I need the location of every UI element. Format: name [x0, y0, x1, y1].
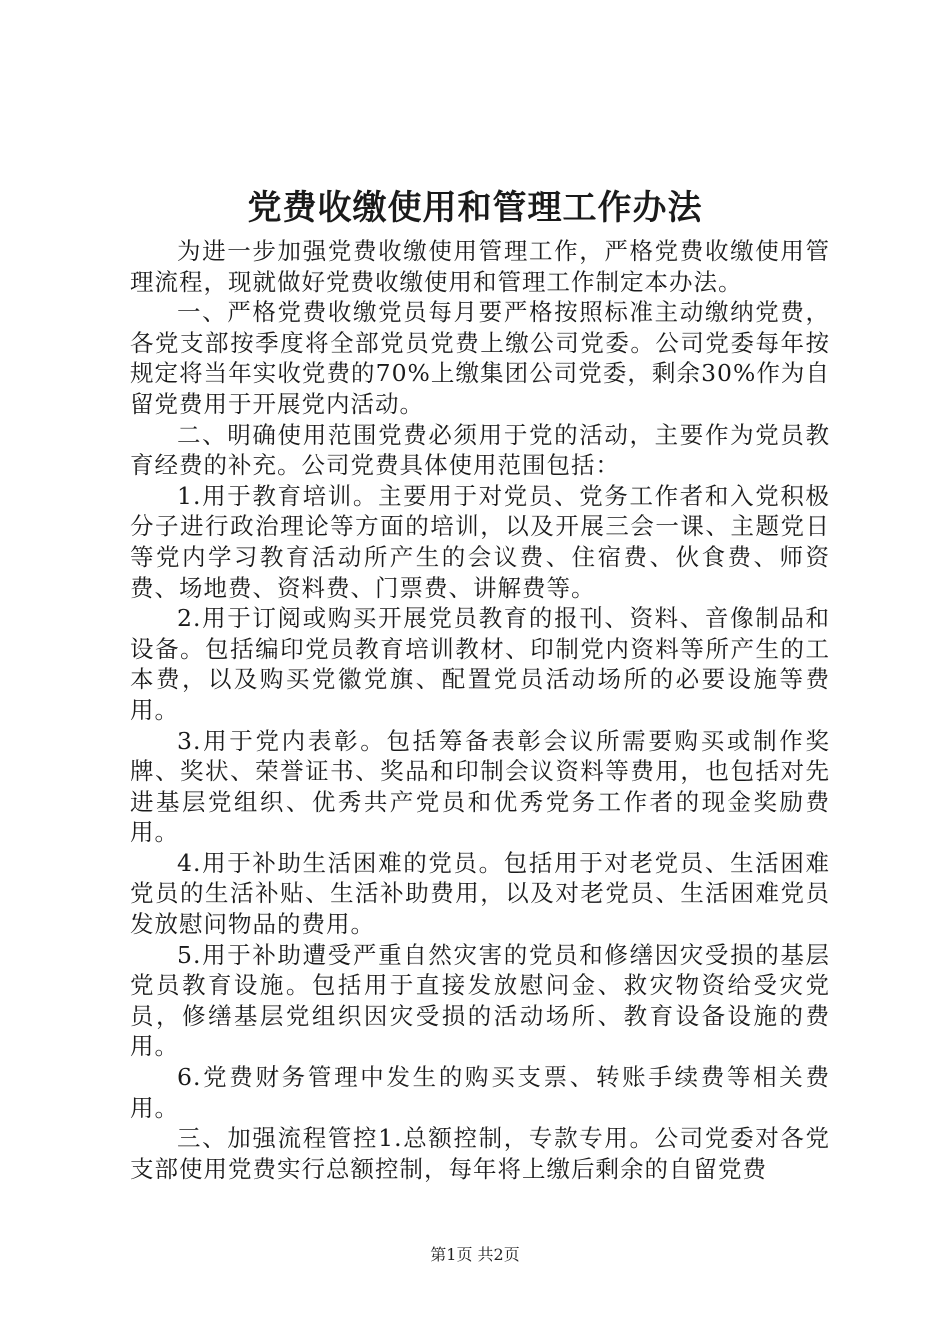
paragraph-item-6: 6.党费财务管理中发生的购买支票、转账手续费等相关费用。	[130, 1063, 830, 1122]
paragraph-item-1: 1.用于教育培训。主要用于对党员、党务工作者和入党积极分子进行政治理论等方面的培训，以及开展三会一课、主题党日等党内学习教育活动所产生的会议费、住宿费、伙食费、师资费、场地费、资料费、门票费、讲解费等。	[130, 481, 830, 602]
document-body	[130, 236, 830, 1184]
paragraph-section-2: 二、明确使用范围党费必须用于党的活动，主要作为党员教育经费的补充。公司党费具体使用范围包括：	[130, 420, 830, 480]
paragraph-intro: 为进一步加强党费收缴使用管理工作，严格党费收缴使用管理流程，现就做好党费收缴使用和管理工作制定本办法。	[130, 237, 830, 296]
paragraph-item-4: 4.用于补助生活困难的党员。包括用于对老党员、生活困难党员的生活补贴、生活补助费用，以及对老党员、生活困难党员发放慰问物品的费用。	[130, 848, 830, 939]
paragraph-section-3: 三、加强流程管控1.总额控制，专款专用。公司党委对各党支部使用党费实行总额控制，每年将上缴后剩余的自留党费	[130, 1124, 830, 1183]
page-number-footer: 第1页 共2页	[430, 1245, 520, 1264]
document-title: 党费收缴使用和管理工作办法	[247, 188, 703, 228]
paragraph-item-3: 3.用于党内表彰。包括筹备表彰会议所需要购买或制作奖牌、奖状、荣誉证书、奖品和印制会议资料等费用，也包括对先进基层党组织、优秀共产党员和优秀党务工作者的现金奖励费用。	[130, 726, 830, 847]
paragraph-item-2: 2.用于订阅或购买开展党员教育的报刊、资料、音像制品和设备。包括编印党员教育培训教材、印制党内资料等所产生的工本费，以及购买党徽党旗、配置党员活动场所的必要设施等费用。	[130, 604, 830, 724]
paragraph-item-5: 5.用于补助遭受严重自然灾害的党员和修缮因灾受损的基层党员教育设施。包括用于直接发放慰问金、救灾物资给受灾党员，修缮基层党组织因灾受损的活动场所、教育设备设施的费用。	[130, 940, 830, 1061]
paragraph-section-1: 一、严格党费收缴党员每月要严格按照标准主动缴纳党费，各党支部按季度将全部党员党费上缴公司党委。公司党委每年按规定将当年实收党费的70%上缴集团公司党委，剩余30%作为自留党费用于开展党内活动。	[130, 298, 830, 418]
